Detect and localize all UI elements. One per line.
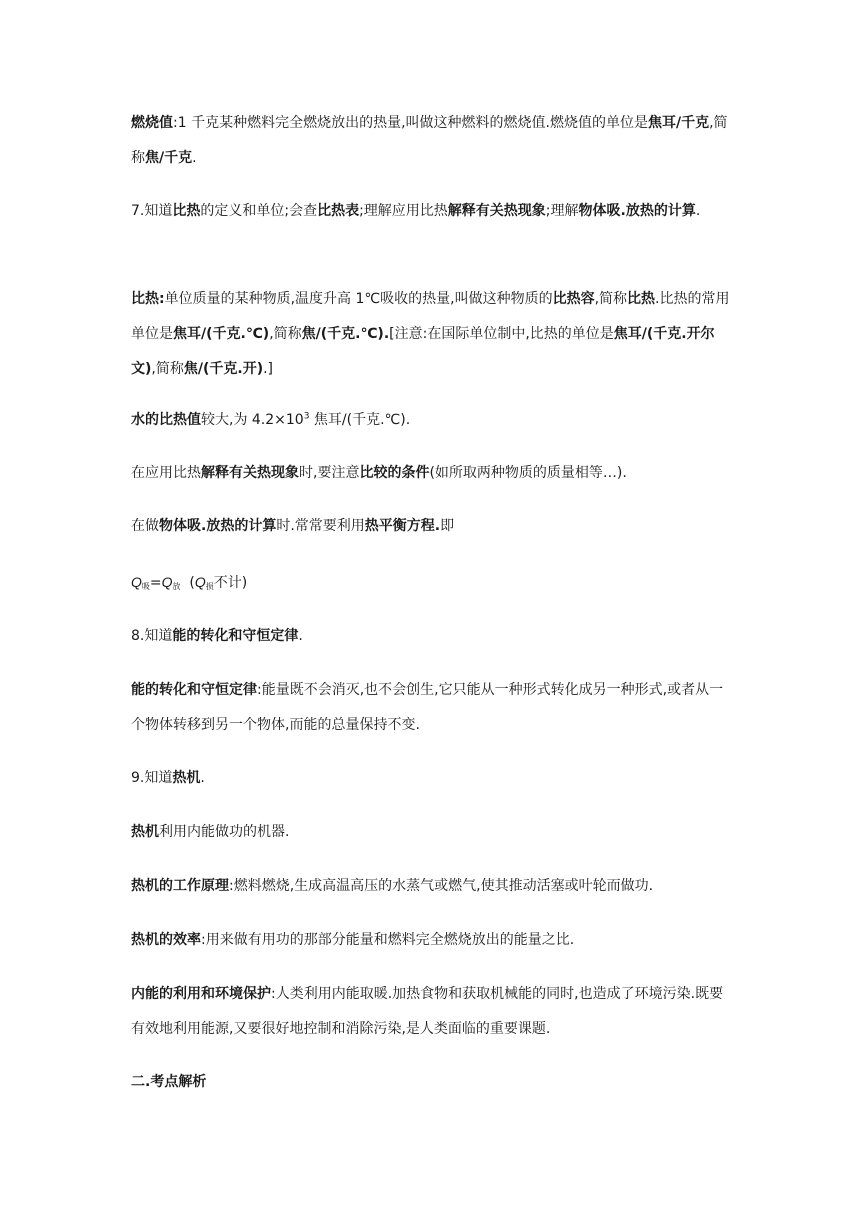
term: 能的转化和守恒定律 bbox=[131, 682, 257, 698]
text: 时.常常要利用 bbox=[276, 518, 365, 534]
text: :1 千克某种燃料完全燃烧放出的热量,叫做这种燃料的燃烧值.燃烧值的单位是 bbox=[173, 115, 648, 131]
text: ,简称 bbox=[131, 115, 728, 166]
paragraph-heat-engine bbox=[131, 815, 731, 850]
text: 较大,为 4.2×10 bbox=[201, 412, 304, 428]
text: 的定义和单位;会查 bbox=[200, 203, 318, 219]
subscript: 放 bbox=[172, 582, 181, 591]
symbol-q: Q bbox=[161, 574, 173, 590]
term: 热机的工作原理 bbox=[131, 878, 229, 894]
text: . bbox=[200, 770, 205, 786]
term: 热机 bbox=[172, 770, 201, 786]
term: 焦耳/(千克.开尔文) bbox=[131, 326, 715, 377]
text: 在应用比热 bbox=[131, 465, 201, 481]
symbol-q: Q bbox=[194, 574, 206, 590]
paragraph-item-8 bbox=[131, 619, 731, 654]
paragraph-apply-specific-heat bbox=[131, 456, 731, 491]
term: 热机的效率 bbox=[131, 932, 201, 948]
text: 在做 bbox=[131, 518, 159, 534]
text: 7.知道 bbox=[131, 203, 173, 219]
text: 不计) bbox=[213, 575, 248, 591]
text: 焦耳/(千克.℃). bbox=[309, 412, 411, 428]
text: . bbox=[192, 150, 197, 166]
term: 燃烧值 bbox=[131, 115, 173, 131]
term: 比热 bbox=[172, 203, 201, 219]
text: :人类利用内能取暖.加热食物和获取机械能的同时,也造成了环境污染.既要有效地利用能源,又要很好地控制和消除污染,是人类面临的重要课题. bbox=[131, 986, 724, 1037]
text: 时,要注意 bbox=[299, 465, 360, 481]
term: 能的转化和守恒定律 bbox=[172, 628, 299, 644]
text: . bbox=[298, 628, 303, 644]
text: . bbox=[695, 203, 701, 219]
term: 物体吸.放热的计算 bbox=[159, 518, 277, 534]
heading-text: 二.考点解析 bbox=[131, 1074, 207, 1090]
text: ( bbox=[180, 575, 195, 591]
subscript: 损 bbox=[205, 582, 214, 591]
text: (如所取两种物质的质量相等…). bbox=[429, 465, 627, 481]
term: 物体吸.放热的计算 bbox=[578, 203, 696, 219]
term: 热机 bbox=[131, 824, 159, 840]
equals-sign: = bbox=[149, 575, 162, 591]
text: ;理解 bbox=[545, 203, 579, 219]
text: ,简称 bbox=[269, 326, 302, 342]
term: 焦/(千克.℃). bbox=[301, 326, 390, 342]
paragraph-engine-principle bbox=[131, 869, 731, 904]
paragraph-water-specific-heat bbox=[131, 403, 731, 438]
text: .比热的常用单位是 bbox=[131, 291, 730, 342]
text: :能量既不会消灭,也不会创生,它只能从一种形式转化成另一种形式,或者从一个物体转移到另一个物体,而能的总量保持不变. bbox=[131, 682, 724, 733]
text: 8.知道 bbox=[131, 628, 173, 644]
symbol-q: Q bbox=[131, 574, 142, 590]
subscript: 吸 bbox=[141, 582, 150, 591]
term: 解释有关热现象 bbox=[201, 465, 299, 481]
term: 内能的利用和环境保护 bbox=[131, 986, 271, 1002]
term: 焦耳/千克 bbox=[647, 115, 710, 131]
text: ;理解应用比热 bbox=[359, 203, 448, 219]
term: 焦/(千克.开) bbox=[183, 361, 264, 377]
term: 水的比热值 bbox=[131, 412, 201, 428]
text: ,简称 bbox=[594, 291, 628, 307]
term: 焦/千克 bbox=[145, 150, 193, 166]
term: 比热: bbox=[131, 291, 165, 307]
text: 即 bbox=[440, 518, 455, 534]
term: 热平衡方程. bbox=[364, 518, 441, 534]
paragraph-item-9 bbox=[131, 761, 731, 796]
text: :燃料燃烧,生成高温高压的水蒸气或燃气,使其推动活塞或叶轮而做功. bbox=[229, 878, 654, 894]
paragraph-item-7 bbox=[131, 194, 731, 229]
superscript: 3 bbox=[303, 411, 310, 422]
text: ,简称 bbox=[151, 361, 184, 377]
text: :用来做有用功的那部分能量和燃料完全燃烧放出的能量之比. bbox=[201, 932, 575, 948]
section-heading bbox=[131, 1065, 731, 1100]
paragraph-specific-heat bbox=[131, 282, 731, 387]
term: 解释有关热现象 bbox=[447, 203, 546, 219]
paragraph-combustion-value bbox=[131, 106, 731, 176]
heat-balance-equation bbox=[131, 565, 731, 604]
text: .] bbox=[263, 361, 274, 377]
term: 焦耳/(千克.℃) bbox=[173, 326, 270, 342]
text: 单位质量的某种物质,温度升高 1℃吸收的热量,叫做这种物质的 bbox=[164, 291, 553, 307]
term: 比较的条件 bbox=[359, 465, 430, 481]
paragraph-energy-conservation bbox=[131, 673, 731, 743]
text: 9.知道 bbox=[131, 770, 173, 786]
paragraph-environment bbox=[131, 977, 731, 1047]
paragraph-heat-calculation bbox=[131, 509, 731, 544]
text: 利用内能做功的机器. bbox=[159, 824, 290, 840]
paragraph-engine-efficiency bbox=[131, 923, 731, 958]
term: 比热容 bbox=[552, 291, 595, 307]
term: 比热表 bbox=[317, 203, 360, 219]
term: 比热 bbox=[627, 291, 656, 307]
text: [注意:在国际单位制中,比热的单位是 bbox=[389, 326, 614, 342]
